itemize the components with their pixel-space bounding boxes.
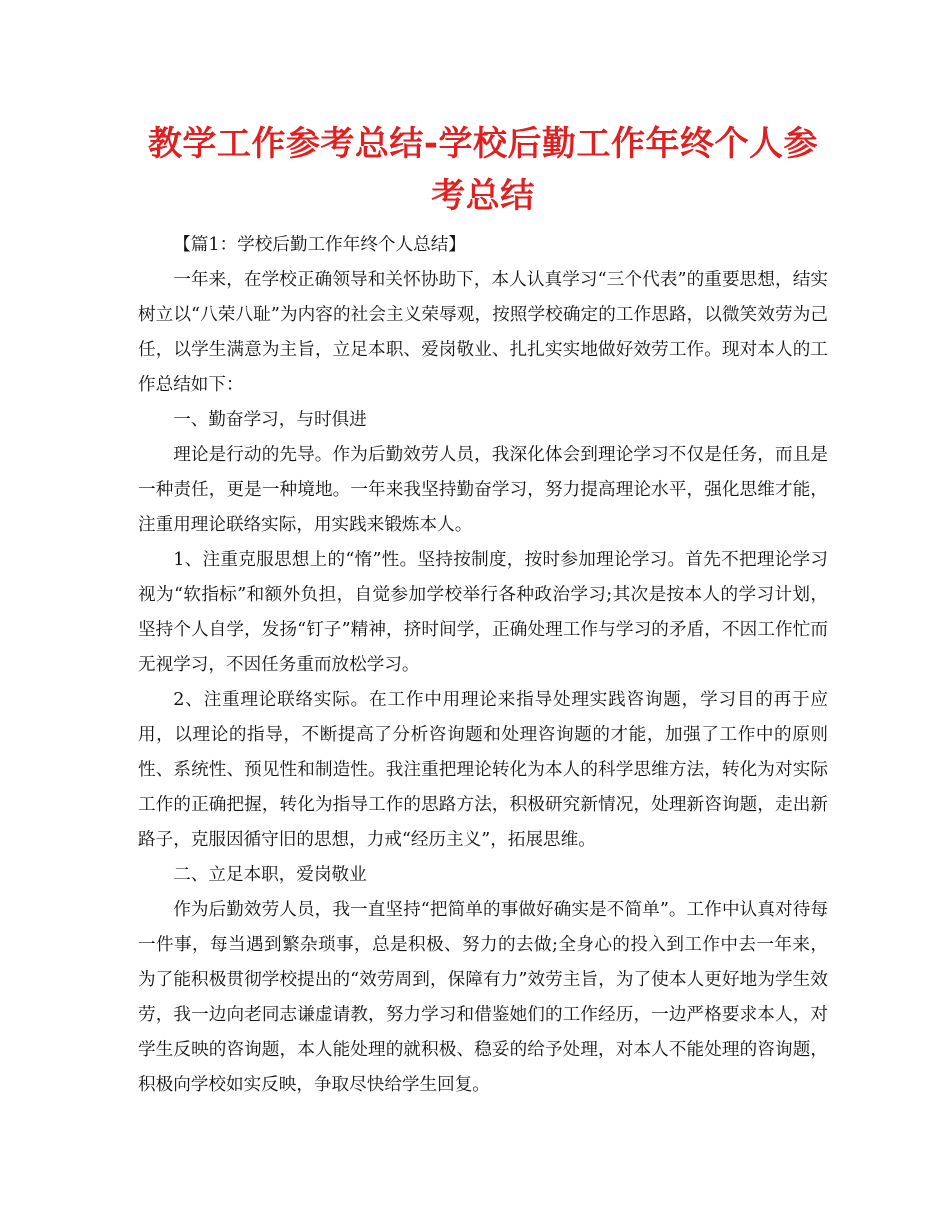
section-heading-chapter: 【篇1：学校后勤工作年终个人总结】	[173, 235, 466, 255]
paragraph-point-2: 2、注重理论联络实际。在工作中用理论来指导处理实践咨询题，学习目的再于应用，以理论的指导，不断提高了分析咨询题和处理咨询题的才能，加强了工作中的原则性、系统性、预见性和制造性。我注重把理论转化为本人的科学思维方法，转化为对实际工作的正确把握，转化为指导工作的思路方法，积极研究新情况，处理新咨询题，走出新路子，克服因循守旧的思想，力戒“经历主义”，拓展思维。	[138, 690, 828, 850]
document-body	[138, 228, 828, 1103]
document-title: 教学工作参考总结-学校后勤工作年终个人参考总结	[147, 124, 819, 216]
document-page	[138, 118, 828, 1103]
paragraph-theory: 理论是行动的先导。作为后勤效劳人员，我深化体会到理论学习不仅是任务，而且是一种责任，更是一种境地。一年来我坚持勤奋学习，努力提高理论水平，强化思维才能，注重用理论联络实际，用实践来锻炼本人。	[138, 445, 828, 535]
paragraph-service: 作为后勤效劳人员，我一直坚持“把简单的事做好确实是不简单”。工作中认真对待每一件事，每当遇到繁杂琐事，总是积极、努力的去做;全身心的投入到工作中去一年来，为了能积极贯彻学校提出的“效劳周到，保障有力”效劳主旨，为了使本人更好地为学生效劳，我一边向老同志谦虚请教，努力学习和借鉴她们的工作经历，一边严格要求本人，对学生反映的咨询题，本人能处理的就积极、稳妥的给予处理，对本人不能处理的咨询题，积极向学校如实反映，争取尽快给学生回复。	[138, 900, 828, 1095]
section-heading-study: 一、勤奋学习，与时俱进	[173, 410, 367, 430]
paragraph-point-1: 1、注重克服思想上的“惰”性。坚持按制度，按时参加理论学习。首先不把理论学习视为“软指标”和额外负担，自觉参加学校举行各种政治学习;其次是按本人的学习计划，坚持个人自学，发扬“钉子”精神，挤时间学，正确处理工作与学习的矛盾，不因工作忙而无视学习，不因任务重而放松学习。	[138, 550, 828, 675]
paragraph-intro: 一年来，在学校正确领导和关怀协助下，本人认真学习“三个代表”的重要思想，结实树立以“八荣八耻”为内容的社会主义荣辱观，按照学校确定的工作思路，以微笑效劳为己任，以学生满意为主旨，立足本职、爱岗敬业、扎扎实实地做好效劳工作。现对本人的工作总结如下：	[138, 270, 828, 395]
section-heading-duty: 二、立足本职，爱岗敬业	[173, 865, 367, 885]
